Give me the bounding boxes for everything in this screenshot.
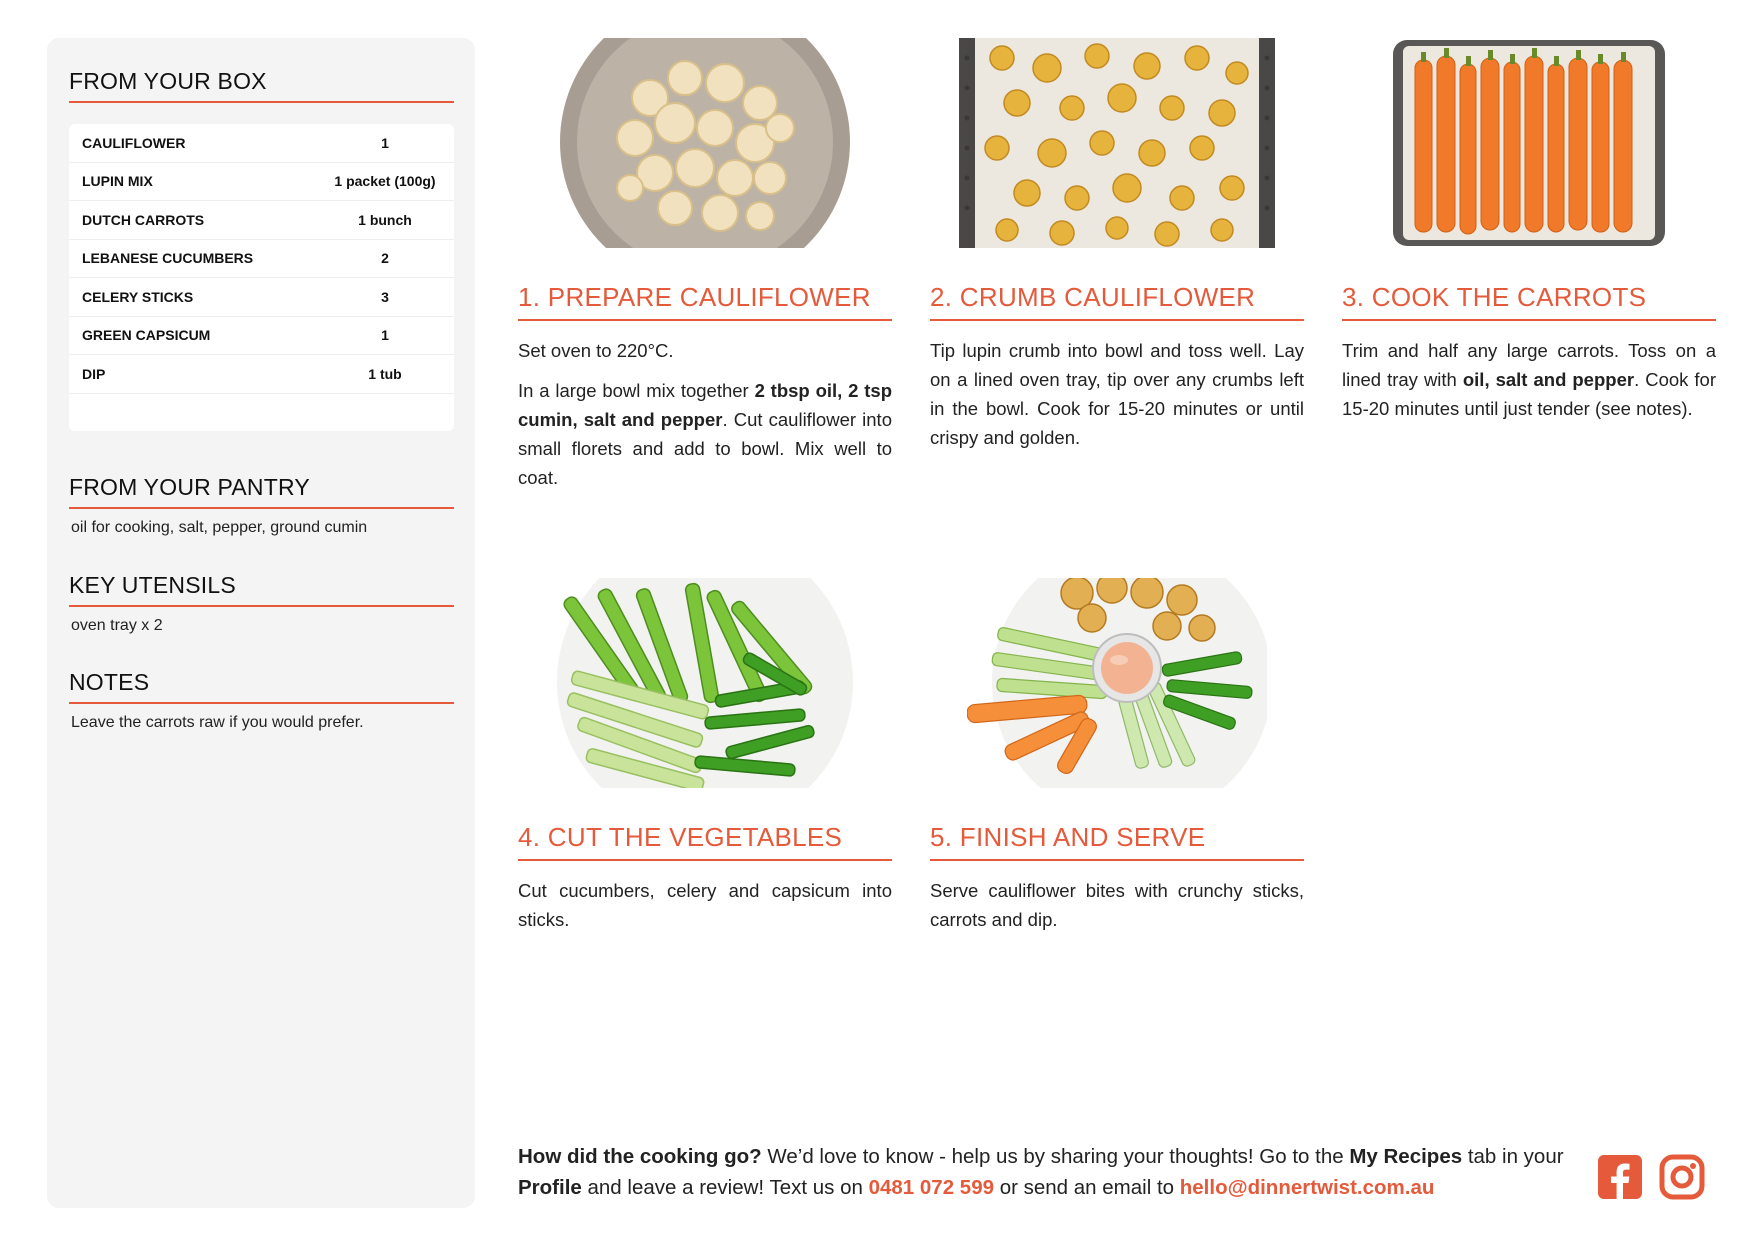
step-5-text: Serve cauliflower bites with crunchy sticks, carrots and dip.: [930, 880, 1304, 930]
carrots-tray-photo: [1391, 38, 1667, 248]
text-span: In a large bowl mix together: [518, 380, 755, 401]
step-3-text: [1342, 336, 1716, 423]
feedback-footer: [518, 1141, 1578, 1203]
step-4-title: 4. CUT THE VEGETABLES: [518, 822, 892, 861]
facebook-icon[interactable]: [1597, 1154, 1643, 1200]
ingredient-name: CELERY STICKS: [82, 288, 194, 305]
text-span: or send an email to: [994, 1176, 1180, 1199]
ingredients-sidebar: [47, 38, 475, 1208]
email-link[interactable]: hello@dinnertwist.com.au: [1179, 1176, 1435, 1199]
ingredient-qty: 1: [381, 134, 389, 151]
table-row: [69, 163, 454, 202]
ingredient-name: LEBANESE CUCUMBERS: [82, 250, 254, 267]
text-span: tab in your: [1462, 1145, 1564, 1168]
instagram-icon[interactable]: [1659, 1154, 1705, 1200]
notes-heading: NOTES: [69, 669, 454, 704]
text-span: Trim and half any large carrots. Toss on a lined tray with: [1342, 340, 1716, 390]
my-recipes-text: My Recipes: [1349, 1145, 1463, 1168]
ingredient-name: CAULIFLOWER: [82, 134, 186, 151]
table-row: [69, 240, 454, 279]
ingredient-qty: 1 tub: [368, 365, 402, 382]
ingredient-qty: 1 bunch: [358, 211, 412, 228]
ingredient-name: GREEN CAPSICUM: [82, 327, 211, 344]
profile-text: Profile: [518, 1176, 582, 1199]
step-4-text: Cut cucumbers, celery and capsicum into sticks.: [518, 880, 892, 930]
step-3-title: 3. COOK THE CARROTS: [1342, 282, 1716, 321]
crumbed-cauliflower-tray-photo: [957, 38, 1277, 248]
ingredient-qty: 1 packet (100g): [334, 173, 436, 190]
step-3-body: [1342, 336, 1716, 434]
step-2: [930, 38, 1304, 498]
ingredient-qty: 1: [381, 327, 389, 344]
step-1-body: [518, 336, 892, 503]
box-ingredients-table: [69, 124, 454, 431]
key-utensils-heading: KEY UTENSILS: [69, 572, 454, 607]
step-1-text: Set oven to 220°C.: [518, 340, 674, 361]
step-1: [518, 38, 892, 498]
step-2-text: Tip lupin crumb into bowl and toss well. Lay on a lined oven tray, tip over any crumbs left in the bowl. Cook for 15-20 minutes or until crispy and golden.: [930, 340, 1304, 448]
step-2-title: 2. CRUMB CAULIFLOWER: [930, 282, 1304, 321]
text-span: . Cook for 15-20 minutes until just tender (see notes).: [1342, 369, 1716, 419]
from-your-pantry-heading: FROM YOUR PANTRY: [69, 474, 454, 509]
ingredient-qty: 2: [381, 250, 389, 267]
table-row: [69, 278, 454, 317]
ingredient-qty: 3: [381, 288, 389, 305]
step-1-text: [518, 376, 892, 492]
step-4-body: [518, 876, 892, 945]
from-your-box-heading: FROM YOUR BOX: [69, 68, 454, 103]
utensils-text: oven tray x 2: [71, 617, 163, 634]
text-span: and leave a review! Text us on: [581, 1176, 869, 1199]
step-5: [930, 578, 1304, 978]
cauliflower-bowl-photo: [555, 38, 855, 248]
feedback-question: How did the cooking go?: [518, 1145, 762, 1168]
served-plate-photo: [967, 578, 1267, 788]
bold-text: 2 tbsp oil, 2 tsp cumin, salt and pepper: [518, 380, 892, 430]
step-5-title: 5. FINISH AND SERVE: [930, 822, 1304, 861]
vegetable-sticks-photo: [555, 578, 855, 788]
bold-text: oil, salt and pepper: [1462, 369, 1635, 390]
step-5-body: [930, 876, 1304, 945]
table-row: [69, 124, 454, 163]
table-row: [69, 355, 454, 394]
step-1-title: 1. PREPARE CAULIFLOWER: [518, 282, 892, 321]
phone-link[interactable]: 0481 072 599: [868, 1176, 994, 1199]
table-row: [69, 317, 454, 356]
table-row: [69, 201, 454, 240]
step-4: [518, 578, 892, 978]
notes-text: Leave the carrots raw if you would prefer.: [71, 714, 364, 731]
step-3: [1342, 38, 1716, 498]
ingredient-name: DIP: [82, 365, 106, 382]
text-span: . Cut cauliflower into small florets and add to bowl. Mix well to coat.: [518, 409, 892, 488]
ingredient-name: LUPIN MIX: [82, 173, 153, 190]
pantry-text: oil for cooking, salt, pepper, ground cumin: [71, 519, 368, 536]
step-2-body: [930, 336, 1304, 463]
ingredient-name: DUTCH CARROTS: [82, 211, 205, 228]
text-span: We’d love to know - help us by sharing your thoughts! Go to the: [761, 1145, 1350, 1168]
